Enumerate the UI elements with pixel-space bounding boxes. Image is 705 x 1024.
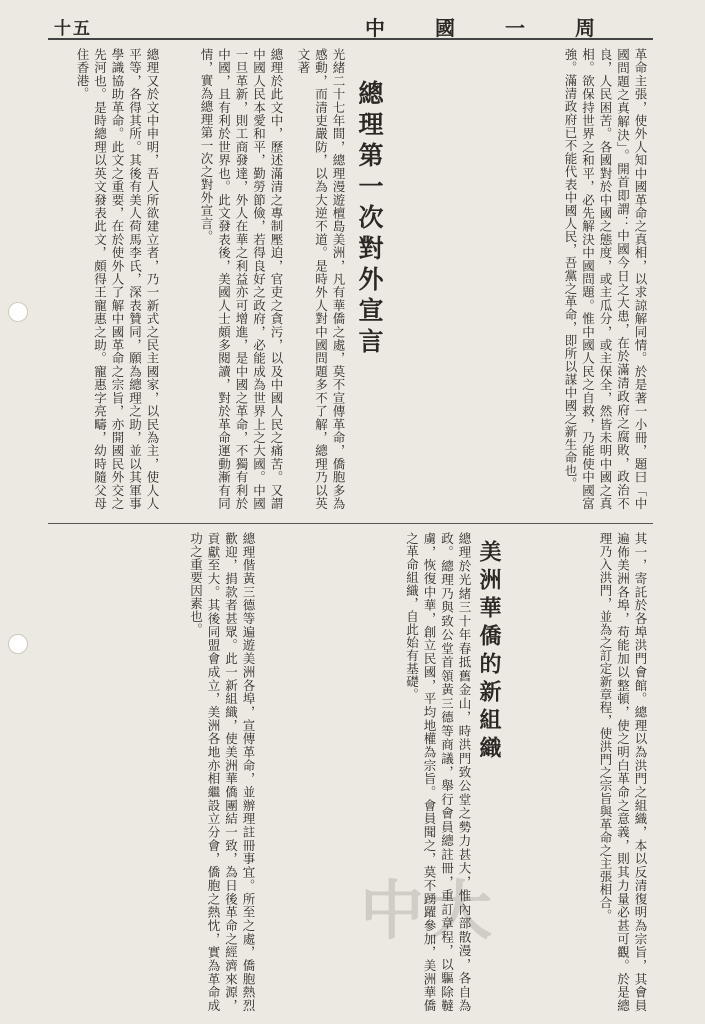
- page-number: 十五: [54, 19, 92, 39]
- article-title-overseas-chinese: 美洲華僑的新組織: [476, 540, 502, 764]
- article2-body-right: 其一，寄託於各埠洪門會館。總理以為洪門之組織，本以反清復明為宗旨，其會員遍佈美洲各埠，苟能加以整頓，使之明白革命之意義，則其力量必甚可觀。於是總理乃入洪門，並為之訂定新章程，使洪門之宗旨與革命之主張相合。: [598, 532, 648, 1012]
- publication-title: 中國一周: [365, 16, 645, 40]
- section-divider: [48, 523, 653, 524]
- library-watermark: 中大: [360, 875, 496, 949]
- article-title-first-declaration: 總理第一次對外宣言: [355, 80, 384, 359]
- article-body-middle: 總理於此文中，歷述滿清之專制壓迫，官吏之貪污，以及中國人民之痛苦。又謂中國人民本愛和平，勤勞節儉，若得良好之政府，必能成為世界上之大國。中國一旦革新，則工商發達，外人在華之利益亦可增進，是中國之革命，不獨有利於中國，且有利於世界也。此文發表後，美國人士頗多閱讀，對於革命運動漸有同情，實為總理第一次之對外宣言。: [199, 48, 284, 510]
- article2-body-middle: 總理於光緒三十年春抵舊金山，時洪門致公堂之勢力甚大，惟內部散漫，各自為政。總理乃與致公堂首領黃三德等商議，舉行會員總註冊，重訂章程，以驅除韃虜，恢復中華，創立民國，平均地權為宗旨。會員聞之，莫不踴躍參加，美洲華僑之革命組織，自此始有基礎。: [404, 532, 472, 1012]
- article-body-left: 總理又於文中申明，吾人所欲建立者，乃一新式之民主國家，以民為主，使人人平等，各得其所。其後有美人荷馬李氏，深表贊同，願為總理之助，並以其軍事學識協助革命。此文之重要，在於使外人了解中國革命之宗旨，亦開國民外交之先河也。是時總理以英文發表此文，頗得王寵惠之助。寵惠字亮疇，幼時隨父母住香港。: [75, 48, 160, 510]
- binder-hole-icon: [8, 302, 28, 322]
- article-body-right: 革命主張，使外人知中國革命之真相，以求諒解同情。於是著一小冊，題曰「中國問題之真解決」。開首即謂：中國今日之大患，在於滿清政府之腐敗，政治不良，人民困苦。各國對於中國之態度，或主瓜分，或主保全，然皆未明中國之真相。欲保持世界之和平，必先解決中國問題。惟中國人民之自救，乃能使中國富強。滿清政府已不能代表中國人民，吾黨之革命，即所以謀中國之新生命也。: [563, 48, 648, 510]
- article-intro-text: 光緒二十七年間，總理漫遊檀島美洲，凡有華僑之處，莫不宣傳革命，僑胞多為感動，而清吏嚴防，以為大逆不道。是時外人對中國問題多不了解，總理乃以英文著: [296, 48, 346, 510]
- page-header: [48, 8, 653, 40]
- binder-hole-icon: [8, 634, 28, 654]
- article2-body-left: 總理偕黃三德等遍遊美洲各埠，宣傳革命，並辦理註冊事宜。所至之處，僑胞熱烈歡迎，捐款者甚眾。此一新組織，使美洲華僑團結一致，為日後革命之經濟來源，貢獻至大。其後同盟會成立，美洲各地亦相繼設立分會，僑胞之熱忱，實為革命成功之重要因素也。: [188, 532, 256, 1012]
